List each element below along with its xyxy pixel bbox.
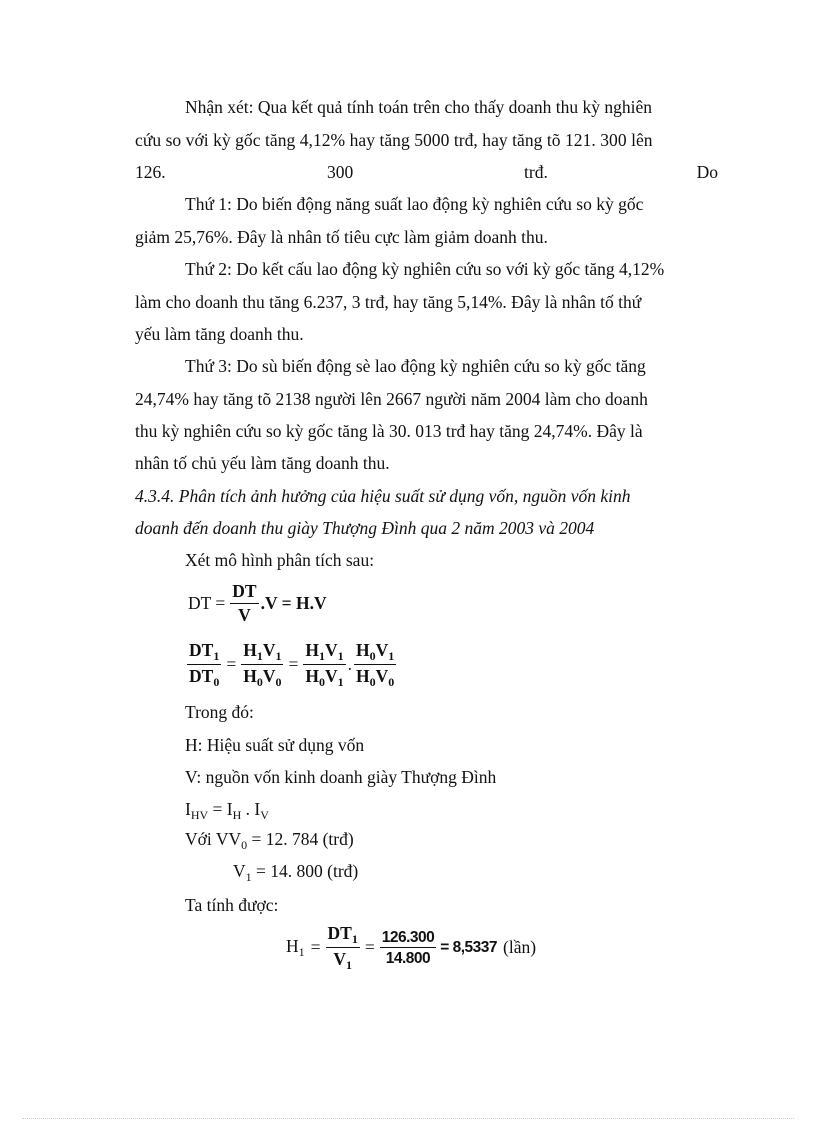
fraction-numerator: $H_1V_1$ <box>305 640 344 663</box>
text-line: Nhận xét: Qua kết quả tính toán trên cho thấy doanh thu kỳ nghiên <box>185 97 653 117</box>
text-line-justified <box>135 164 718 184</box>
result-unit: (lần) <box>503 937 537 958</box>
result-value: = 8,5337 <box>440 939 498 957</box>
footer-rule <box>22 1118 794 1119</box>
fraction-numerator: DT <box>230 583 258 604</box>
equals-sign: = <box>364 937 375 958</box>
text-line: Thứ 1: Do biến động năng suất lao động kỳ nghiên cứu so kỳ gốc <box>185 194 644 214</box>
equals-sign: = <box>310 937 321 958</box>
fraction-denominator: $H_0V_0$ <box>243 666 282 689</box>
word: 126. <box>135 162 166 182</box>
fraction-denominator: $V_1$ <box>333 949 352 972</box>
fraction-denominator: $H_0V_1$ <box>305 666 344 689</box>
formula-h1 <box>283 925 539 971</box>
v0-value: Với $VV_0 = 12$. 784 (trđ) <box>185 829 354 852</box>
definition-v: V: nguồn vốn kinh doanh giày Thượng Đình <box>185 767 497 787</box>
text-line: yếu làm tăng doanh thu. <box>135 324 304 344</box>
fraction <box>230 583 258 624</box>
text-line: giảm 25,76%. Đây là nhân tố tiêu cực làm giảm doanh thu. <box>135 227 548 247</box>
word: trđ. <box>524 162 548 182</box>
section-heading: 4.3.4. Phân tích ảnh hưởng của hiệu suất sử dụng vốn, nguồn vốn kinh <box>135 486 631 506</box>
text-line: 24,74% hay tăng tõ 2138 người lên 2667 người năm 2004 làm cho doanh <box>135 389 648 409</box>
fraction-numerator: $H_0V_1$ <box>355 640 395 663</box>
fraction-numerator: $H_1V_1$ <box>243 640 282 663</box>
calc-intro: Ta tính được: <box>185 895 279 915</box>
fraction-numerator: $DT_1$ <box>327 923 358 946</box>
text-line: Thứ 3: Do sù biến động sè lao động kỳ nghiên cứu so kỳ gốc tăng <box>185 356 646 376</box>
fraction <box>354 642 396 688</box>
where-label: Trong đó: <box>185 702 254 722</box>
fraction-denominator: $H_0V_0$ <box>355 666 395 689</box>
formula-lhs: DT = <box>188 592 226 613</box>
fraction-denominator: 14.800 <box>385 950 431 967</box>
equals-sign: = <box>226 654 237 675</box>
formula-rhs: .V = H.V <box>260 592 327 613</box>
fraction <box>326 925 360 971</box>
model-intro: Xét mô hình phân tích sau: <box>185 550 375 570</box>
fraction-numerator: $DT_1$ <box>189 640 220 663</box>
fraction-denominator: $DT_0$ <box>189 666 220 689</box>
equals-sign: = <box>288 654 299 675</box>
text-line: làm cho doanh thu tăng 6.237, 3 trđ, hay tăng 5,14%. Đây là nhân tố thứ <box>135 292 642 312</box>
word: 300 <box>327 162 354 182</box>
v1-value: $V_1 = 14$. 800 (trđ) <box>233 861 359 884</box>
text-line: cứu so với kỳ gốc tăng 4,12% hay tăng 5000 trđ, hay tăng tõ 121. 300 lên <box>135 130 653 150</box>
fraction <box>187 642 221 688</box>
word: Do <box>696 162 718 182</box>
fraction <box>380 930 437 967</box>
fraction-numerator: 126.300 <box>380 930 437 949</box>
fraction <box>241 642 283 688</box>
definition-h: H: Hiệu suất sử dụng vốn <box>185 735 365 755</box>
dot-operator: . <box>347 654 352 675</box>
text-line: Thứ 2: Do kết cấu lao động kỳ nghiên cứu so với kỳ gốc tăng 4,12% <box>185 259 665 279</box>
text-line: thu kỳ nghiên cứu so kỳ gốc tăng là 30. 013 trđ hay tăng 24,74%. Đây là <box>135 421 643 441</box>
fraction-denominator: V <box>238 604 251 625</box>
formula-dt <box>185 583 330 624</box>
formula-ratio <box>185 642 398 688</box>
formula-lhs: $H_1$ <box>286 936 305 959</box>
fraction <box>303 642 345 688</box>
index-formula: $I_{HV} = I_H$ . $I_V$ <box>185 799 269 822</box>
section-heading: doanh đến doanh thu giày Thượng Đình qua 2 năm 2003 và 2004 <box>135 518 595 538</box>
text-line: nhân tố chủ yếu làm tăng doanh thu. <box>135 453 390 473</box>
